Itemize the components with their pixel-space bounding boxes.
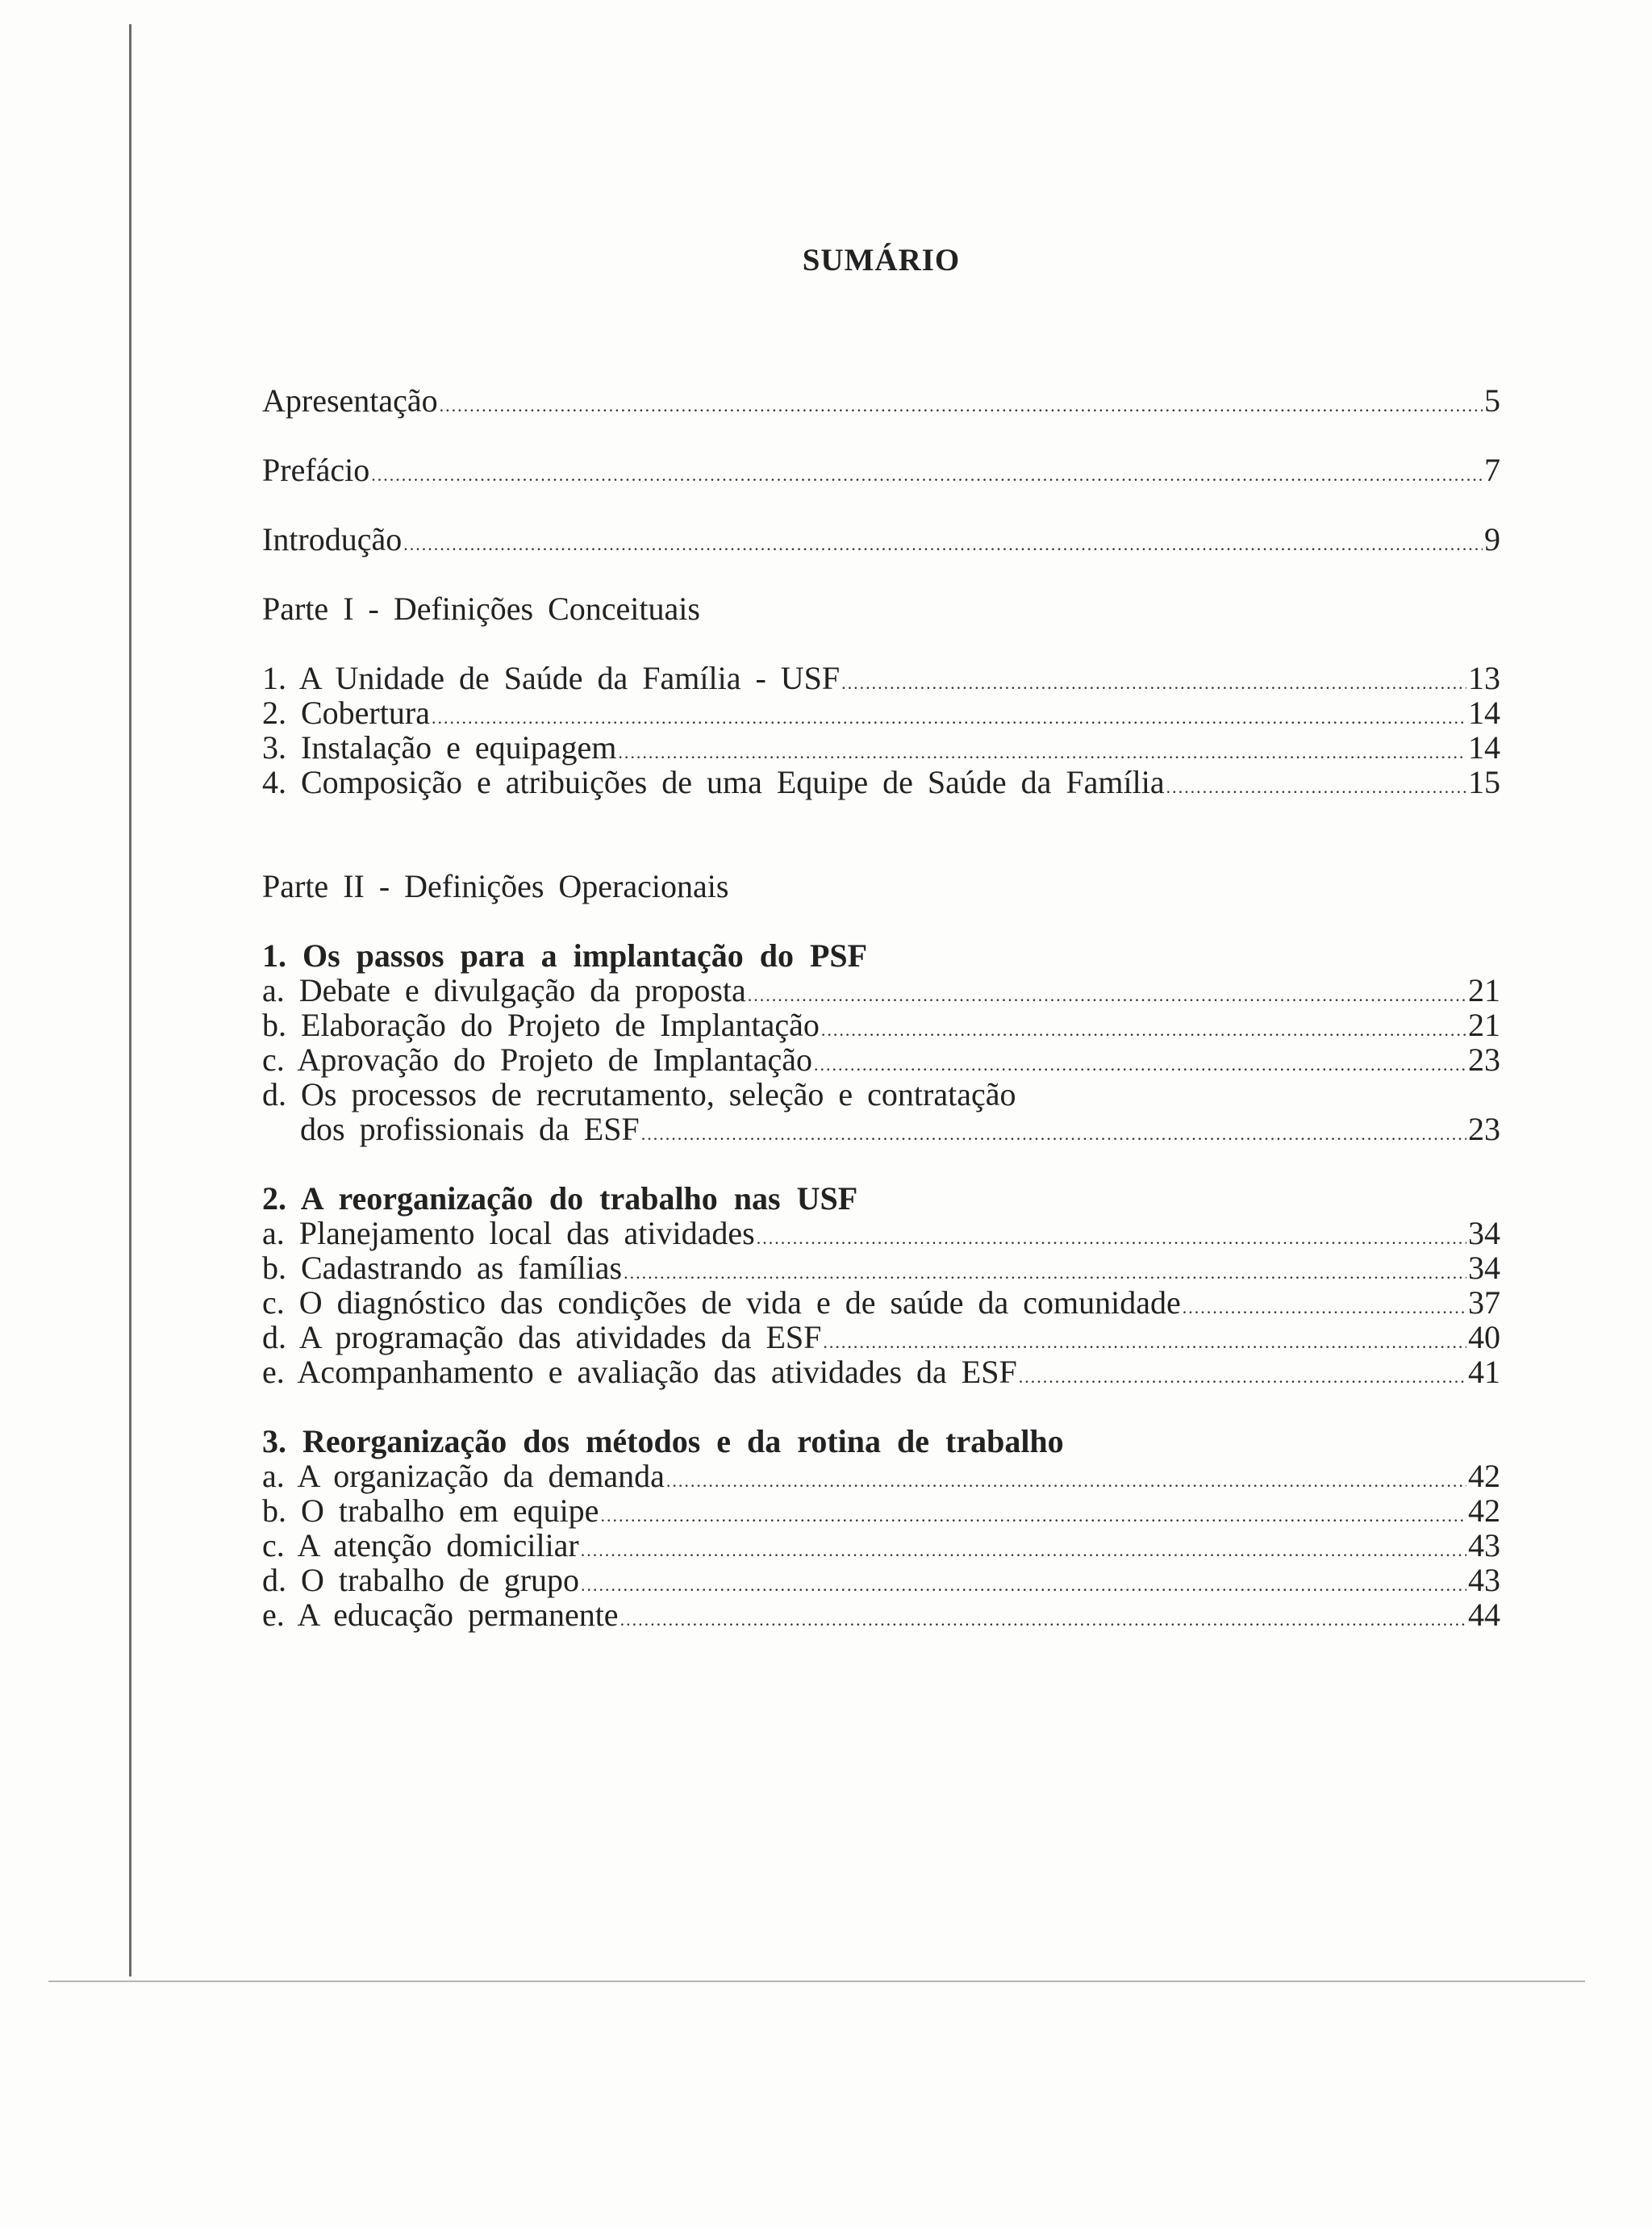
toc-entry-label: 1. A Unidade de Saúde da Família - USF	[262, 660, 841, 696]
dot-leader	[1019, 1359, 1466, 1394]
spacer	[262, 799, 1500, 869]
dot-leader	[440, 388, 1483, 423]
dot-leader	[757, 1221, 1466, 1255]
dot-leader	[371, 457, 1483, 492]
toc-entry	[262, 661, 1500, 695]
toc-entry-page: 21	[1468, 1007, 1500, 1043]
dot-leader	[600, 1498, 1466, 1533]
dot-leader	[841, 666, 1466, 700]
toc-entry-page: 34	[1468, 1250, 1500, 1286]
toc-entry	[262, 1008, 1500, 1042]
toc-entry-label: a. Planejamento local das atividades	[262, 1215, 755, 1251]
toc-entry	[262, 1285, 1500, 1320]
part-1-title: Parte I - Definições Conceituais	[262, 591, 700, 627]
toc-entry-page: 5	[1484, 382, 1500, 419]
toc-entry-page: 34	[1468, 1215, 1500, 1251]
toc-entry-page: 43	[1468, 1562, 1500, 1598]
toc-entry-label: 2. Cobertura	[262, 695, 430, 731]
toc-entry-page: 23	[1468, 1041, 1500, 1078]
dot-leader	[641, 1117, 1466, 1151]
dot-leader	[666, 1463, 1466, 1498]
toc-entry-label: b. O trabalho em equipe	[262, 1492, 599, 1529]
toc-entry-label: Prefácio	[262, 452, 370, 488]
toc-entry	[262, 383, 1500, 418]
toc-entry-label: d. A programação das atividades da ESF	[262, 1319, 822, 1355]
toc-entry	[262, 1320, 1500, 1355]
toc-entry-label: Apresentação	[262, 382, 438, 419]
toc-entry-page: 7	[1484, 452, 1500, 488]
toc-entry-label: e. Acompanhamento e avaliação das atividades da ESF	[262, 1354, 1017, 1390]
toc-entry-page: 37	[1468, 1284, 1500, 1321]
toc-entry-page: 44	[1468, 1597, 1500, 1633]
toc-entry	[262, 765, 1500, 799]
toc-entry-label: b. Cadastrando as famílias	[262, 1250, 623, 1286]
toc-entry	[262, 1493, 1500, 1528]
toc-entry	[262, 1112, 1500, 1146]
section-heading: 2. A reorganização do trabalho nas USF	[262, 1180, 858, 1217]
toc-entry-page: 43	[1468, 1527, 1500, 1563]
dot-leader	[821, 1012, 1466, 1047]
page-title: SUMÁRIO	[802, 243, 961, 278]
toc-entry-page: 13	[1468, 660, 1500, 696]
toc-entry-page: 14	[1468, 729, 1500, 766]
toc-entry-page: 14	[1468, 695, 1500, 731]
toc-entry-label: Introdução	[262, 521, 403, 557]
toc-entry	[262, 1250, 1500, 1285]
toc-entry	[262, 1597, 1500, 1632]
toc-entry	[262, 695, 1500, 730]
toc-entry-label: c. Aprovação do Projeto de Implantação	[262, 1041, 812, 1078]
dot-leader	[581, 1567, 1466, 1602]
section-heading: 3. Reorganização dos métodos e da rotina de trabalho	[262, 1423, 1064, 1459]
toc-entry-label: d. O trabalho de grupo	[262, 1562, 580, 1598]
toc-entry-label: e. A educação permanente	[262, 1597, 619, 1633]
dot-leader	[403, 527, 1483, 561]
toc-entry-page: 41	[1468, 1354, 1500, 1390]
toc-entry-label: b. Elaboração do Projeto de Implantação	[262, 1007, 820, 1043]
dot-leader	[1183, 1290, 1466, 1325]
toc-entry	[262, 730, 1500, 765]
scan-edge-bottom	[48, 1981, 1585, 1982]
toc-entry-label: a. A organização da demanda	[262, 1458, 665, 1494]
toc-entry-label: 4. Composição e atribuições de uma Equipe de Saúde da Família	[262, 764, 1165, 800]
toc-page	[262, 242, 1500, 1632]
toc-entry	[262, 1355, 1500, 1389]
toc-entry-label: dos profissionais da ESF	[300, 1111, 640, 1147]
toc-entry	[262, 1563, 1500, 1597]
toc-entry-label: c. A atenção domiciliar	[262, 1527, 579, 1563]
toc-entry	[262, 973, 1500, 1008]
dot-leader	[620, 1602, 1466, 1637]
toc-entry-page: 42	[1468, 1492, 1500, 1529]
toc-entry	[262, 453, 1500, 487]
toc-entry	[262, 1459, 1500, 1493]
dot-leader	[581, 1533, 1466, 1567]
toc-entry-label: c. O diagnóstico das condições de vida e de saúde da comunidade	[262, 1284, 1181, 1321]
toc-entry	[262, 1216, 1500, 1250]
toc-entry-page: 23	[1468, 1111, 1500, 1147]
toc-entry-page: 42	[1468, 1458, 1500, 1494]
spacer	[262, 1389, 1500, 1424]
spacer	[262, 1146, 1500, 1181]
toc-entry-page: 21	[1468, 972, 1500, 1008]
toc-entry-label: a. Debate e divulgação da proposta	[262, 972, 746, 1008]
dot-leader	[748, 978, 1466, 1012]
toc-entry	[262, 522, 1500, 557]
part-2-title: Parte II - Definições Operacionais	[262, 868, 729, 904]
dot-leader	[1166, 770, 1466, 804]
scan-edge-left	[129, 24, 131, 1976]
toc-entry	[262, 1042, 1500, 1077]
toc-entry-page: 40	[1468, 1319, 1500, 1355]
toc-entry-first-line: d. Os processos de recrutamento, seleção e contratação	[262, 1076, 1016, 1112]
toc-entry	[262, 1528, 1500, 1563]
toc-entry-page: 9	[1484, 521, 1500, 557]
toc-entry-page: 15	[1468, 764, 1500, 800]
toc-entry-label: 3. Instalação e equipagem	[262, 729, 617, 766]
section-heading: 1. Os passos para a implantação do PSF	[262, 937, 868, 974]
